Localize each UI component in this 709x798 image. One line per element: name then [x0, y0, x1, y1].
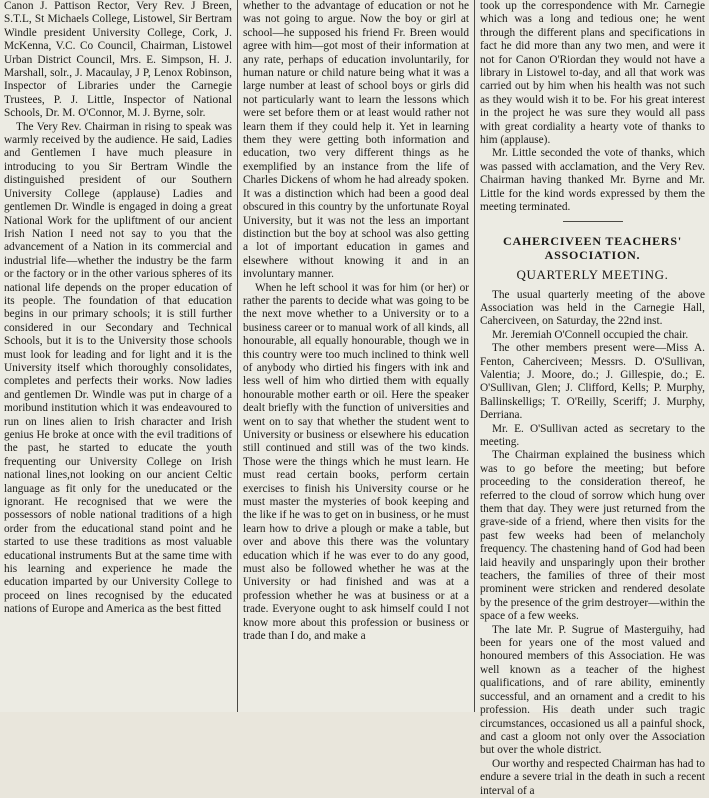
section-divider — [563, 221, 623, 222]
column-rule — [237, 0, 238, 712]
column-right — [476, 0, 709, 797]
article-heading: CAHERCIVEEN TEACHERS' ASSOCIATION. — [503, 233, 682, 262]
chairman-speech-paragraph: The Very Rev. Chairman in rising to speak was warmly received by the audience. He said, Ladies and Gentlemen I have much pleasure in introducing to you Sir Bertram Windle the distinguished president of our Southern University College (applause) Ladies and gentlemen Dr. Windle is engaged in doing a great National Work for the upliftment of our ancient Irish Nation I need not say to you that the advancement of a Nation in its commercial and industrial life—whether the industry be the farm or the factory or in the other various spheres of its national life depends on the proper education of its people. The foundation of that education begins in our primary schools; it is still further considered in our Secondary and Technical Schools, but it is to the University those schools must look for leading and for light and it is the University itself which thoroughly consolidates, completes and perfects their works. Now ladies and gentlemen Dr. Windle was put in charge of a moribund institution which it was endeavoured to run on lines alien to Irish character and Irish genius He broke at once with the evil traditions of the past, he started to educate the youth frequenting our University College on Irish national lines,not looking on our ancient Celtic language as fit only for the uneducated or the ignorant. He recognised that we were the possessors of noble national traditions of a high order from the educational stand point and he started to use these traditions as most valuable educational instruments But at the same time with his learning and experience he made the education imparted by our University College to proceed on lines recognised by the educated nations of Europe and America as the best fitted — [4, 120, 232, 616]
secretary-paragraph: Mr. E. O'Sullivan acted as secretary to the meeting. — [480, 422, 705, 448]
school-leaving-paragraph: When he left school it was for him (or her) or rather the parents to decide what was going to be the next move whether to a University or to a business career or to manual work of all kinds, all honourable, all equally honourable, though we in this country were too much inclined to think well of anybody who dirtied his fingers with ink and less well of him who dirtied them with equally honourable mother earth or oil. Here the speaker dealt briefly with the function of universities and went on to say that whether the student went to University or business or elsewhere his education still continued and still was of the two kinds. Those were the things which he must learn. He must read certain books, perform certain exercises to finish his University course or he must master the mysteries of book keeping and the like if he was to get on in business, or he must learn how to drive a plough or make a table, but over and above this there was the voluntary education which if he was ever to do any good, must also be followed whether he was at the University or had finished and was at a profession whether he was at business or at a trade. Everyone ought to ask himself could I not know more about this profession or business or trade than I do, and make a — [243, 281, 469, 643]
column-middle — [239, 0, 473, 712]
carnegie-paragraph: took up the correspondence with Mr. Carnegie which was a long and tedious one; he went through the different plans and specifications in fact he did more than any two men, and were it not for Canon O'Riordan they would not have a library in Listowel to-day, and all that work was carried out by him when his health was not such as they would wish it to be. For his great interest in the project he was sure they would all pass with great cordiality a hearty vote of thanks to him (applause). — [480, 0, 705, 147]
column-left — [0, 0, 236, 712]
members-paragraph: The other members present were—Miss A. Fenton, Caherciveen; Messrs. D. O'Sullivan, Valentia; J. Moore, do.; J. Gillespie, do.; E. O'Sullivan, Glen; J. Clifford, Kells; P. Murphy, Ballinskelligs; T. O'Reilly, Sceriff; J. Murphy, Derriana. — [480, 342, 705, 422]
attendees-paragraph: Canon J. Pattison Rector, Very Rev. J Breen, S.T.L, St Michaels College, Listowel, Sir Bertram Windle president University College, Cork, J. McKenna, V.C. Co Council, Chairman, Listowel Urban District Council, Mrs. E. Simpson, H. J. Marshall, solr., J. Macaulay, J P, Lenox Robinson, Inspector of Libraries under the Carnegie Trustees, P. J. Little, Inspector of National Schools, Dr. M. O'Connor, M. J. Byrne, solr. — [4, 0, 232, 120]
chairman-trial-paragraph: Our worthy and respected Chairman has had to endure a severe trial in the death in such a recent interval of a — [480, 757, 706, 797]
sorrow-paragraph: The Chairman explained the business which was to go before the meeting; but before proceeding to the consideration thereof, he referred to the cloud of sorrow which hung over them that day. They were just returned from the grave-side of a friend, where then visits for the past few weeks had been of melancholy frequency. The chastening hand of God had been laid heavily and unsparingly upon their brother teachers, the families of three of their most prominent were stricken and rendered desolate by the presence of the grim destroyer—within the space of a few weeks. — [480, 449, 705, 623]
sugrue-paragraph: The late Mr. P. Sugrue of Masterguihy, had been for years one of the most valued and honoured members of this Association. He was well known as a teacher of the highest qualifications, and of rare ability, eminently successful, and an ornament and a credit to his profession. His death under such tragic circumstances, occasioned us all a painful shock, and cast a gloom not only over the Association but over the whole district. — [480, 623, 705, 757]
education-paragraph: whether to the advantage of education or not he was not going to argue. Now the boy or girl at school—he supposed his friend Fr. Breen would agree with him—got most of their information at any rate, perhaps of education involuntarily, for human nature or child nature being what it was a large number at least of school boys or girls did not particularly want to learn the lessons which were set before them or at least would rather not learn them if they could help it. Yet in learning them they were getting both information and education, two very different things as he exemplified by an instance from the life of Charles Dickens of whom he had already spoken. It was a distinction which had been a good deal obscured in this country by the unfortunate Royal University, but it was not the less an important distinction but the boy at school was also getting a lot of important education in games and elsewhere without knowing it and in an involuntary manner. — [243, 0, 469, 281]
article-subheading: QUARTERLY MEETING. — [516, 266, 669, 282]
meeting-paragraph: The usual quarterly meeting of the above Association was held in the Carnegie Hall, Caherciveen, on Saturday, the 22nd inst. — [480, 288, 705, 328]
chair-paragraph: Mr. Jeremiah O'Connell occupied the chair. — [492, 328, 689, 341]
column-rule — [474, 0, 475, 712]
vote-of-thanks-paragraph: Mr. Little seconded the vote of thanks, which was passed with acclamation, and the Very Rev. Chairman having thanked Mr. Byrne and Mr. Little for the kind words expressed by them the meeting terminated. — [480, 147, 705, 214]
